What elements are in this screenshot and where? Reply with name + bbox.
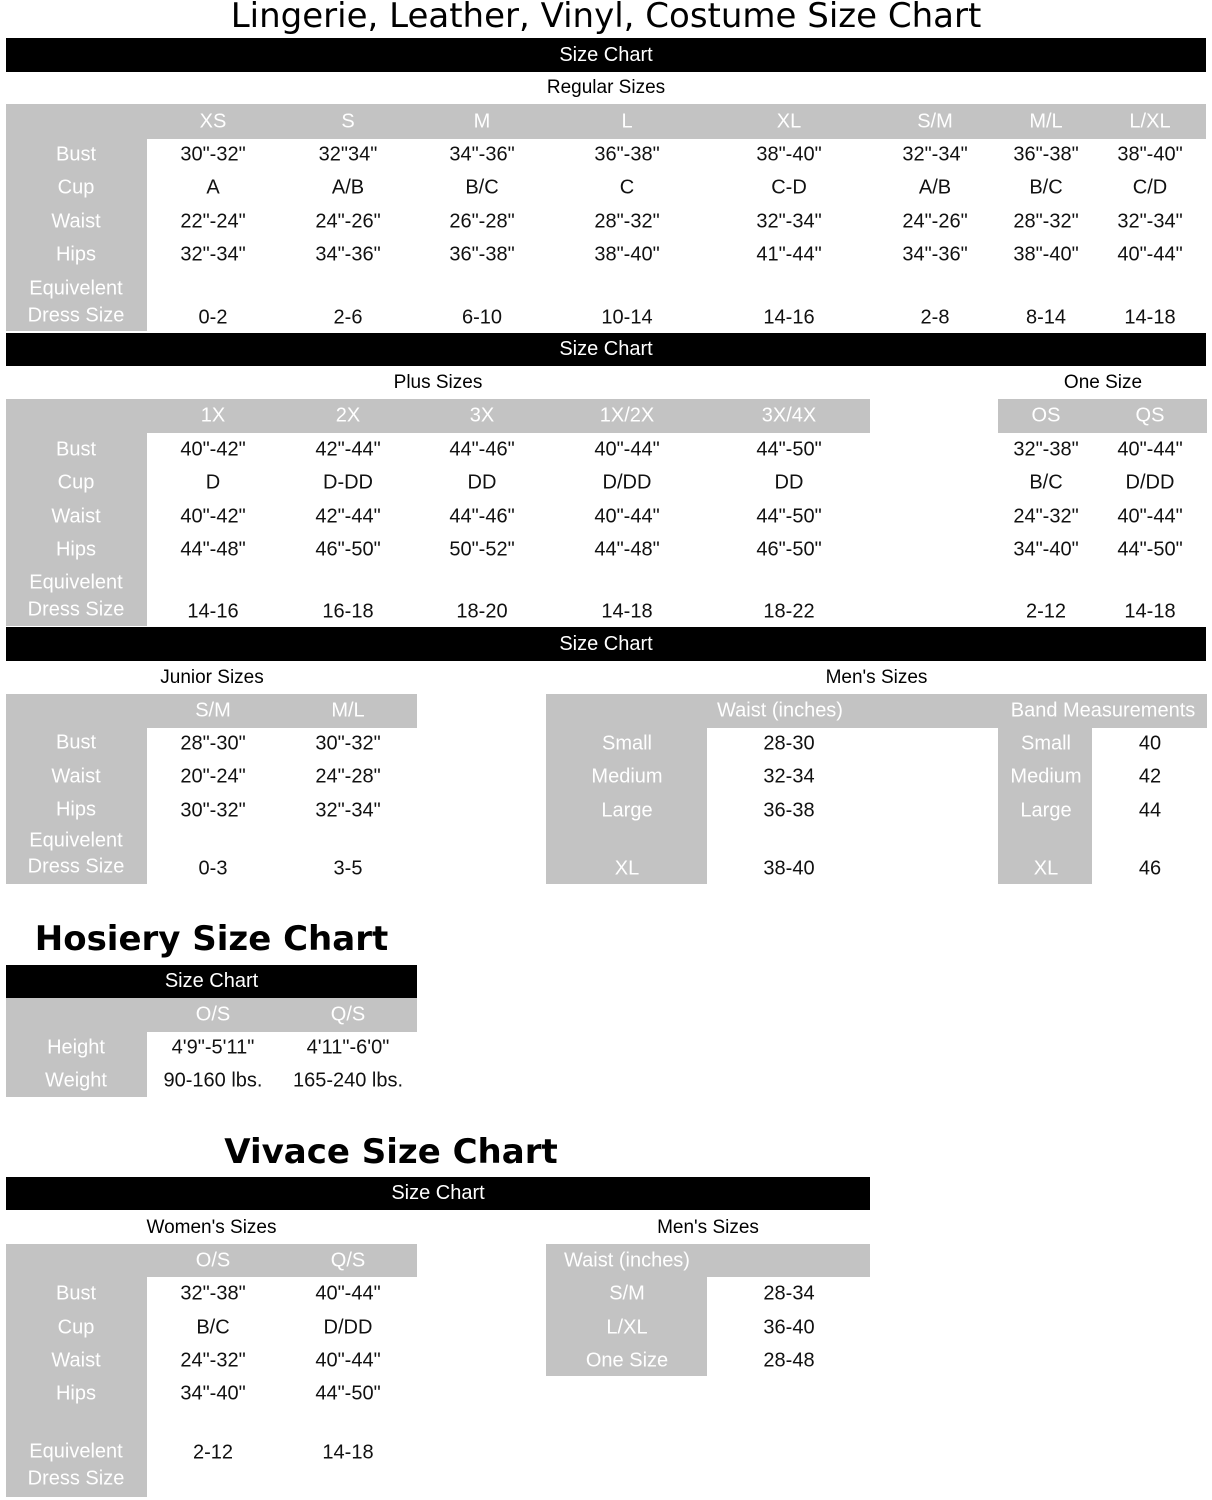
cell: 38"-40" <box>594 243 660 266</box>
cell: 50"-52" <box>449 538 515 561</box>
cell: 4'11"-6'0" <box>306 1036 390 1059</box>
row-label: Small <box>601 732 653 755</box>
cell: 28-48 <box>763 1349 815 1372</box>
cell: 30"-32" <box>180 143 246 166</box>
row-label: L/XL <box>606 1316 648 1339</box>
row-label: Hips <box>55 1382 97 1405</box>
col-header: L/XL <box>1129 110 1171 133</box>
cell: 40 <box>1138 732 1162 755</box>
col-header: XS <box>199 110 227 133</box>
row-label: Large <box>1020 799 1072 822</box>
cell: 36"-38" <box>1013 143 1079 166</box>
cell: B/C <box>1029 176 1063 199</box>
cell: 32"-34" <box>756 210 822 233</box>
col-header: M/L <box>331 699 365 722</box>
cell: 24"-26" <box>902 210 968 233</box>
col-header: 1X/2X <box>599 404 655 427</box>
cell: 18-22 <box>763 600 815 623</box>
cell: 6-10 <box>461 306 503 329</box>
one-size-header-band <box>998 399 1207 433</box>
cell: D <box>205 471 221 494</box>
col-header: XL <box>776 110 802 133</box>
row-label: Hips <box>55 798 97 821</box>
hosiery-title: Hosiery Size Chart <box>34 919 389 959</box>
vivace-title: Vivace Size Chart <box>224 1132 558 1172</box>
row-label: Equivelent <box>29 571 123 594</box>
cell: DD <box>774 471 804 494</box>
row-label: XL <box>614 857 640 880</box>
row-label: Medium <box>1010 765 1082 788</box>
cell: 18-20 <box>456 600 508 623</box>
cell: 42 <box>1138 765 1162 788</box>
cell: 32-34 <box>763 765 815 788</box>
vivace-mens-subtitle: Men's Sizes <box>657 1217 759 1238</box>
cell: 28"-32" <box>594 210 660 233</box>
row-label: Large <box>601 799 653 822</box>
cell: 10-14 <box>601 306 653 329</box>
cell: D/DD <box>1125 471 1175 494</box>
cell: 24"-28" <box>315 765 381 788</box>
cell: 28-30 <box>763 732 815 755</box>
cell: 30"-32" <box>315 732 381 755</box>
row-label: Equivelent <box>29 829 123 852</box>
row-label: Small <box>1020 732 1072 755</box>
size-chart-bar: Size Chart <box>6 627 1206 661</box>
row-label: Equivelent <box>29 1440 123 1463</box>
col-header: M <box>473 110 491 133</box>
cell: C <box>619 176 635 199</box>
row-label: Cup <box>57 471 95 494</box>
row-label: Bust <box>55 438 97 461</box>
cell: 34"-40" <box>1013 538 1079 561</box>
cell: 40"-44" <box>315 1349 381 1372</box>
cell: 42"-44" <box>315 505 381 528</box>
cell: 44"-50" <box>315 1382 381 1405</box>
cell: 40"-44" <box>315 1282 381 1305</box>
cell: 24"-32" <box>180 1349 246 1372</box>
cell: 8-14 <box>1025 306 1067 329</box>
col-header: L <box>621 110 633 133</box>
cell: C-D <box>771 176 807 199</box>
cell: B/C <box>1029 471 1063 494</box>
cell: 28-34 <box>763 1282 815 1305</box>
cell: 32"-34" <box>180 243 246 266</box>
col-header: 3X/4X <box>761 404 817 427</box>
row-label: Dress Size <box>27 1467 125 1490</box>
col-header: 1X <box>200 404 226 427</box>
cell: 46"-50" <box>315 538 381 561</box>
cell: B/C <box>196 1316 230 1339</box>
cell: 32"-38" <box>180 1282 246 1305</box>
cell: 42"-44" <box>315 438 381 461</box>
cell: 44"-46" <box>449 505 515 528</box>
cell: 46"-50" <box>756 538 822 561</box>
cell: 22"-24" <box>180 210 246 233</box>
col-header: OS <box>1031 404 1061 427</box>
row-label: Hips <box>55 243 97 266</box>
cell: 34"-36" <box>315 243 381 266</box>
waist-header: Waist (inches) <box>564 1249 690 1272</box>
row-label: Bust <box>55 1282 97 1305</box>
col-header: 2X <box>335 404 361 427</box>
row-label: Cup <box>57 1316 95 1339</box>
row-label: Waist <box>51 210 101 233</box>
col-header: M/L <box>1029 110 1063 133</box>
cell: 38-40 <box>763 857 815 880</box>
cell: 16-18 <box>322 600 374 623</box>
regular-header-band <box>6 104 1206 139</box>
cell: 0-2 <box>198 306 228 329</box>
main-title: Lingerie, Leather, Vinyl, Costume Size Chart <box>230 0 982 36</box>
cell: 36-40 <box>763 1316 815 1339</box>
cell: 44"-50" <box>756 438 822 461</box>
band-header: Band Measurements <box>1010 699 1196 722</box>
cell: D/DD <box>323 1316 373 1339</box>
cell: 38"-40" <box>1117 143 1183 166</box>
col-header: 3X <box>469 404 495 427</box>
size-chart-bar: Size Chart <box>6 1177 870 1210</box>
row-label: Equivelent <box>29 277 123 300</box>
row-label: Height <box>47 1036 105 1059</box>
cell: 14-16 <box>763 306 815 329</box>
cell: D-DD <box>323 471 373 494</box>
row-label: Medium <box>591 765 663 788</box>
cell: 14-18 <box>322 1441 374 1464</box>
cell: 3-5 <box>333 857 363 880</box>
junior-sizes-subtitle: Junior Sizes <box>160 667 264 688</box>
cell: 34"-40" <box>180 1382 246 1405</box>
waist-header: Waist (inches) <box>717 699 843 722</box>
mens-sizes-subtitle: Men's Sizes <box>825 667 928 688</box>
size-chart-bar: Size Chart <box>6 333 1206 366</box>
row-label: One Size <box>585 1349 669 1372</box>
cell: 28"-30" <box>180 732 246 755</box>
mens-label-column <box>546 694 707 884</box>
col-header: QS <box>1135 404 1165 427</box>
one-size-subtitle: One Size <box>1063 372 1143 393</box>
cell: 40"-44" <box>594 505 660 528</box>
cell: 32"-38" <box>1013 438 1079 461</box>
cell: 14-16 <box>187 600 239 623</box>
cell: 40"-44" <box>594 438 660 461</box>
cell: 36"-38" <box>449 243 515 266</box>
cell: 36-38 <box>763 799 815 822</box>
col-header: O/S <box>195 1249 231 1272</box>
row-label: Weight <box>45 1069 107 1092</box>
row-label: Dress Size <box>27 855 125 878</box>
size-chart-bar: Size Chart <box>6 965 417 998</box>
cell: B/C <box>465 176 499 199</box>
cell: DD <box>467 471 497 494</box>
cell: 34"-36" <box>449 143 515 166</box>
col-header: Q/S <box>330 1003 366 1026</box>
band-label-column <box>998 694 1092 884</box>
cell: 14-18 <box>1124 306 1176 329</box>
cell: 40"-44" <box>1117 438 1183 461</box>
cell: 44"-50" <box>756 505 822 528</box>
cell: 41"-44" <box>756 243 822 266</box>
cell: 4'9"-5'11" <box>171 1036 255 1059</box>
cell: 38"-40" <box>756 143 822 166</box>
regular-sizes-subtitle: Regular Sizes <box>546 77 666 98</box>
cell: 44"-48" <box>180 538 246 561</box>
cell: 32"-34" <box>315 799 381 822</box>
row-label: Cup <box>57 176 95 199</box>
cell: 14-18 <box>601 600 653 623</box>
cell: 30"-32" <box>180 799 246 822</box>
row-label: Waist <box>51 505 101 528</box>
cell: 2-6 <box>333 306 363 329</box>
cell: 2-12 <box>1025 600 1067 623</box>
cell: 44"-48" <box>594 538 660 561</box>
cell: 90-160 lbs. <box>163 1069 263 1092</box>
cell: A/B <box>918 176 952 199</box>
row-label: Bust <box>55 143 97 166</box>
cell: 26"-28" <box>449 210 515 233</box>
cell: A <box>206 176 220 199</box>
cell: 44"-46" <box>449 438 515 461</box>
row-label: Hips <box>55 538 97 561</box>
cell: 14-18 <box>1124 600 1176 623</box>
cell: 28"-32" <box>1013 210 1079 233</box>
row-label: S/M <box>609 1282 645 1305</box>
col-header: S <box>341 110 355 133</box>
cell: 0-3 <box>198 857 228 880</box>
cell: 2-12 <box>192 1441 234 1464</box>
cell: 40"-44" <box>1117 505 1183 528</box>
cell: 32"34" <box>318 143 378 166</box>
cell: 24"-32" <box>1013 505 1079 528</box>
cell: 32"-34" <box>1117 210 1183 233</box>
row-label: Bust <box>55 731 97 754</box>
cell: 46 <box>1138 857 1162 880</box>
col-header: S/M <box>195 699 231 722</box>
cell: 34"-36" <box>902 243 968 266</box>
row-label: Dress Size <box>27 304 125 327</box>
cell: 36"-38" <box>594 143 660 166</box>
cell: 44 <box>1138 799 1162 822</box>
row-label: Waist <box>51 765 101 788</box>
cell: D/DD <box>602 471 652 494</box>
cell: 40"-42" <box>180 438 246 461</box>
cell: 165-240 lbs. <box>292 1069 404 1092</box>
plus-sizes-subtitle: Plus Sizes <box>393 372 483 393</box>
cell: 32"-34" <box>902 143 968 166</box>
cell: C/D <box>1132 176 1168 199</box>
size-chart-bar: Size Chart <box>6 38 1206 72</box>
row-label: Dress Size <box>27 598 125 621</box>
cell: 20"-24" <box>180 765 246 788</box>
row-label: XL <box>1033 857 1059 880</box>
cell: 2-8 <box>920 306 950 329</box>
cell: 40"-42" <box>180 505 246 528</box>
col-header: O/S <box>195 1003 231 1026</box>
cell: 44"-50" <box>1117 538 1183 561</box>
cell: 38"-40" <box>1013 243 1079 266</box>
cell: A/B <box>331 176 365 199</box>
womens-sizes-subtitle: Women's Sizes <box>146 1217 277 1238</box>
col-header: Q/S <box>330 1249 366 1272</box>
col-header: S/M <box>917 110 953 133</box>
cell: 24"-26" <box>315 210 381 233</box>
row-label: Waist <box>51 1349 101 1372</box>
cell: 40"-44" <box>1117 243 1183 266</box>
